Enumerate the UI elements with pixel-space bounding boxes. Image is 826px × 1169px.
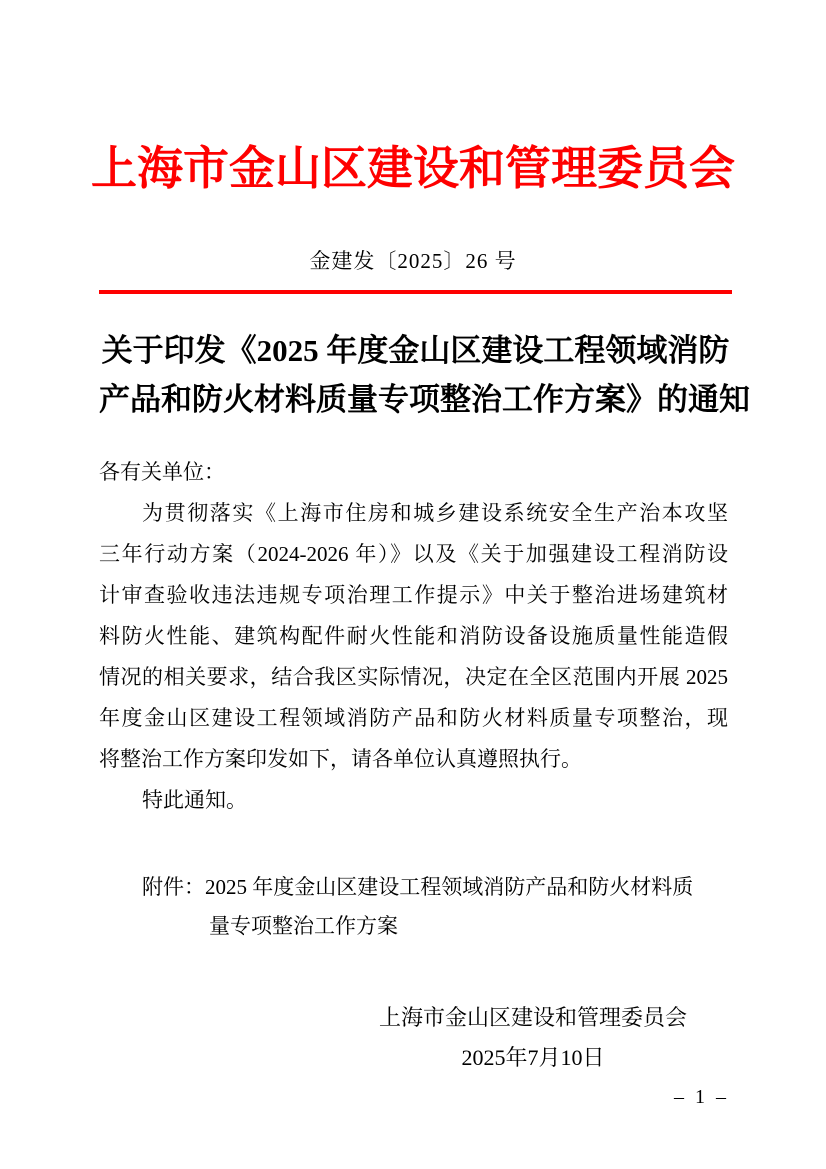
salutation-line: 各有关单位： <box>99 460 225 484</box>
signature-block <box>240 998 826 1078</box>
signature-date: 2025年7月10日 <box>461 1045 605 1070</box>
attachment-title-part2: 量专项整治工作方案 <box>209 914 398 938</box>
body-line: 计审查验收违法违规专项治理工作提示》中关于整治进场建筑材 <box>99 583 728 607</box>
body-line: 将整治工作方案印发如下，请各单位认真遵照执行。 <box>99 747 582 771</box>
document-number: 金建发〔2025〕26 号 <box>309 249 517 273</box>
notice-title-line2: 产品和防火材料质量专项整治工作方案》的通知 <box>99 382 750 417</box>
signature-org: 上海市金山区建设和管理委员会 <box>378 1005 687 1030</box>
attachment-line1 <box>142 868 728 907</box>
closing-notice-line: 特此通知。 <box>142 788 247 812</box>
body-line: 为贯彻落实《上海市住房和城乡建设系统安全生产治本攻坚 <box>142 501 728 525</box>
body-line: 料防火性能、建筑构配件耐火性能和消防设备设施质量性能造假 <box>99 624 728 648</box>
red-divider-line <box>99 290 732 294</box>
attachment-label: 附件： <box>142 875 205 899</box>
attachment-title-part1: 2025 年度金山区建设工程领域消防产品和防火材料质 <box>205 875 694 899</box>
notice-title <box>99 326 750 424</box>
notice-title-line1: 关于印发《2025 年度金山区建设工程领域消防 <box>101 333 730 368</box>
issuing-org-letterhead: 上海市金山区建设和管理委员会 <box>91 143 735 194</box>
page-number: – 1 – <box>674 1086 729 1108</box>
body-line: 情况的相关要求，结合我区实际情况，决定在全区范围内开展 2025 <box>99 665 728 689</box>
body-line: 年度金山区建设工程领域消防产品和防火材料质量专项整治，现 <box>99 706 728 730</box>
attachment-section <box>142 868 728 946</box>
body-line: 三年行动方案（2024-2026 年）》以及《关于加强建设工程消防设 <box>99 542 728 566</box>
notice-body <box>99 452 728 821</box>
